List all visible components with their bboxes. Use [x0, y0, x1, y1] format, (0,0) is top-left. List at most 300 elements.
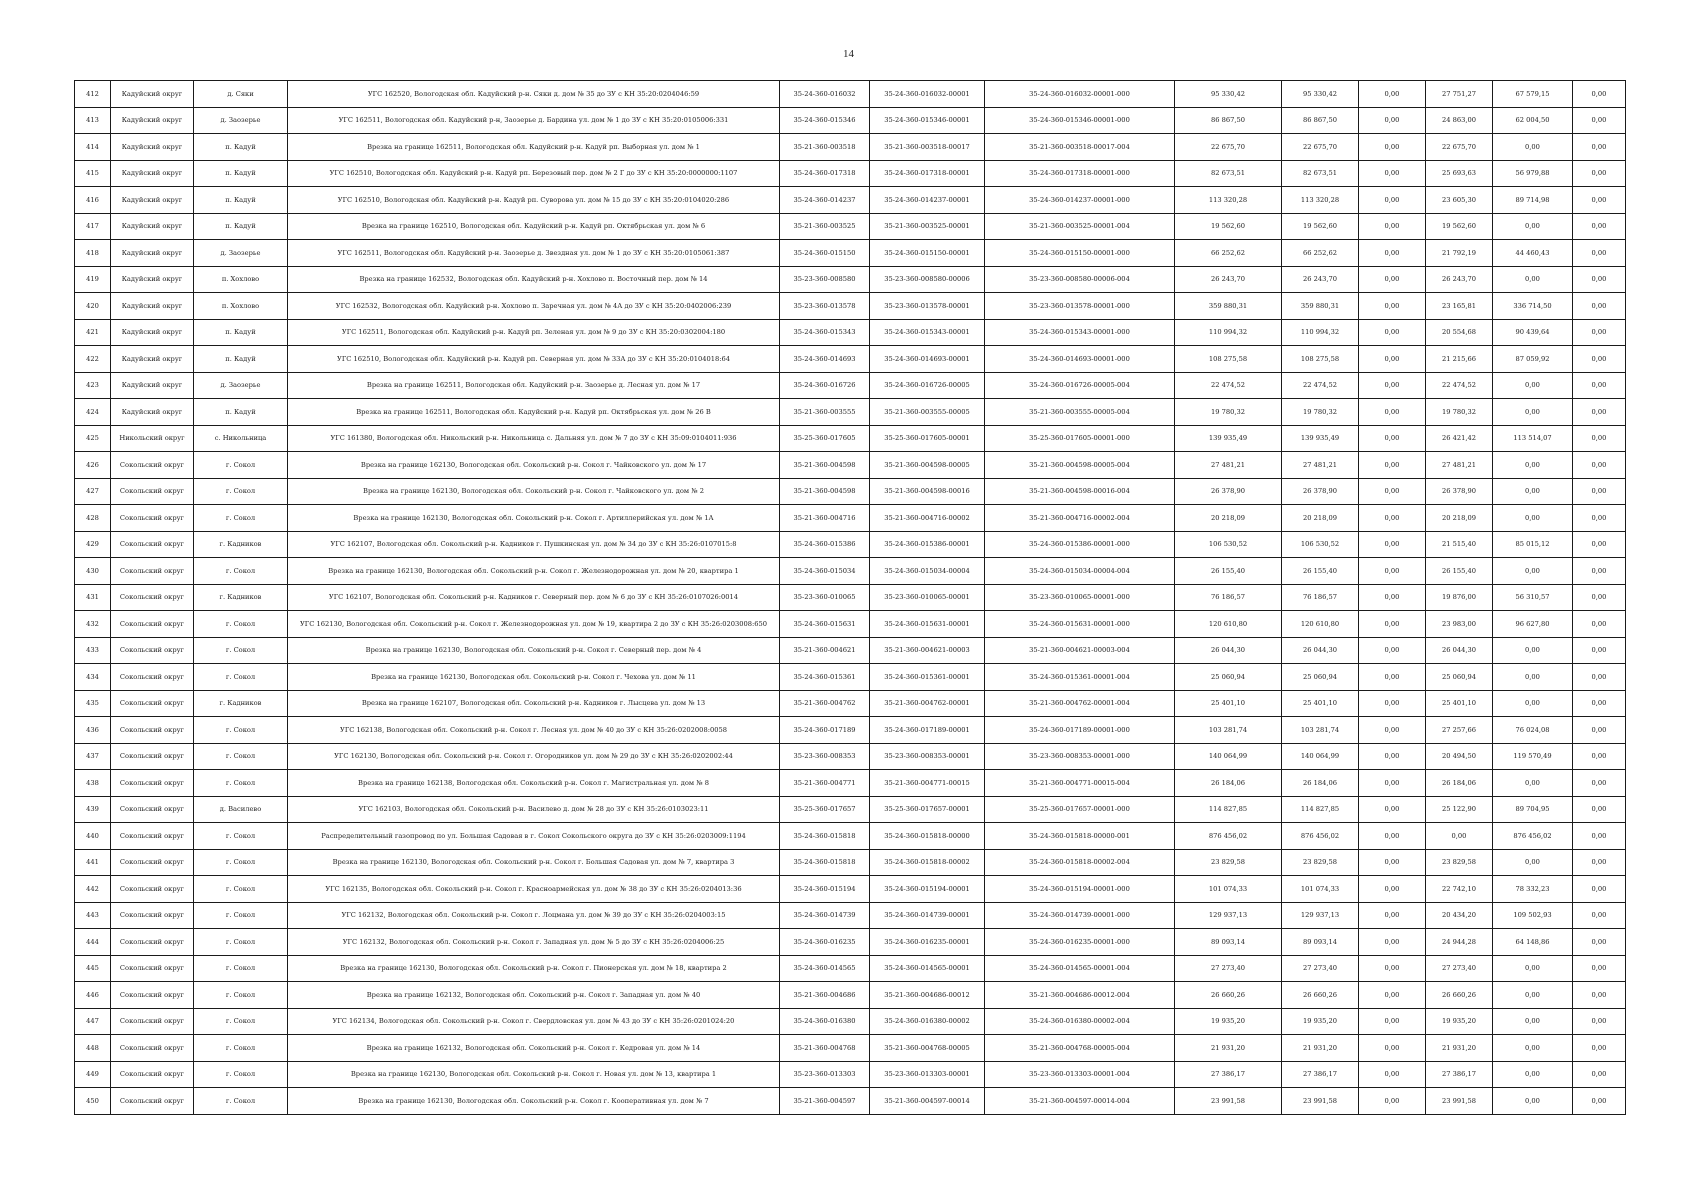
settlement-cell: г. Кадников — [194, 690, 288, 717]
district-cell: Сокольский округ — [111, 982, 194, 1009]
other-amount-cell: 0,00 — [1573, 107, 1626, 134]
zero-amount-cell: 0,00 — [1359, 134, 1426, 161]
amount-cell: 86 867,50 — [1282, 107, 1359, 134]
element-code-cell: 35-23-360-013578-00001-000 — [985, 293, 1175, 320]
zero-amount-cell: 0,00 — [1359, 425, 1426, 452]
table-row — [75, 531, 1626, 558]
network-amount-cell: 89 714,98 — [1493, 187, 1573, 214]
total-amount-cell: 25 401,10 — [1175, 690, 1282, 717]
amount-cell: 22 675,70 — [1282, 134, 1359, 161]
object-code-cell: 35-21-360-004686 — [780, 982, 870, 1009]
row-number: 422 — [75, 346, 111, 373]
row-number: 412 — [75, 81, 111, 108]
amount-cell: 26 660,26 — [1282, 982, 1359, 1009]
element-code-cell: 35-23-360-010065-00001-000 — [985, 584, 1175, 611]
row-number: 436 — [75, 717, 111, 744]
settlement-cell: г. Сокол — [194, 1061, 288, 1088]
object-code-cell: 35-24-360-015194 — [780, 876, 870, 903]
connection-amount-cell: 27 481,21 — [1426, 452, 1493, 479]
other-amount-cell: 0,00 — [1573, 346, 1626, 373]
settlement-cell: г. Сокол — [194, 558, 288, 585]
connection-amount-cell: 20 434,20 — [1426, 902, 1493, 929]
section-code-cell: 35-24-360-016380-00002 — [870, 1008, 985, 1035]
table-row — [75, 876, 1626, 903]
amount-cell: 23 991,58 — [1282, 1088, 1359, 1115]
object-code-cell: 35-23-360-008580 — [780, 266, 870, 293]
total-amount-cell: 876 456,02 — [1175, 823, 1282, 850]
section-code-cell: 35-23-360-013578-00001 — [870, 293, 985, 320]
address-cell: УГС 162134, Вологодская обл. Сокольский р-н. Сокол г. Свердловская ул. дом № 43 до ЗУ с КН 35:26:0201024:20 — [288, 1008, 780, 1035]
network-amount-cell: 76 024,08 — [1493, 717, 1573, 744]
element-code-cell: 35-24-360-016380-00002-004 — [985, 1008, 1175, 1035]
district-cell: Сокольский округ — [111, 478, 194, 505]
district-cell: Сокольский округ — [111, 876, 194, 903]
table-row — [75, 770, 1626, 797]
zero-amount-cell: 0,00 — [1359, 187, 1426, 214]
element-code-cell: 35-21-360-004716-00002-004 — [985, 505, 1175, 532]
row-number: 417 — [75, 213, 111, 240]
connection-amount-cell: 23 991,58 — [1426, 1088, 1493, 1115]
network-amount-cell: 0,00 — [1493, 982, 1573, 1009]
object-code-cell: 35-24-360-015343 — [780, 319, 870, 346]
table-row — [75, 505, 1626, 532]
connection-amount-cell: 26 155,40 — [1426, 558, 1493, 585]
object-code-cell: 35-24-360-014739 — [780, 902, 870, 929]
settlement-cell: п. Кадуй — [194, 346, 288, 373]
table-row — [75, 81, 1626, 108]
connection-amount-cell: 25 060,94 — [1426, 664, 1493, 691]
zero-amount-cell: 0,00 — [1359, 240, 1426, 267]
section-code-cell: 35-24-360-015818-00002 — [870, 849, 985, 876]
section-code-cell: 35-24-360-015386-00001 — [870, 531, 985, 558]
table-row — [75, 266, 1626, 293]
connection-amount-cell: 20 494,50 — [1426, 743, 1493, 770]
other-amount-cell: 0,00 — [1573, 637, 1626, 664]
row-number: 421 — [75, 319, 111, 346]
settlement-cell: п. Кадуй — [194, 160, 288, 187]
element-code-cell: 35-23-360-013303-00001-004 — [985, 1061, 1175, 1088]
table-row — [75, 929, 1626, 956]
element-code-cell: 35-24-360-014739-00001-000 — [985, 902, 1175, 929]
district-cell: Никольский округ — [111, 425, 194, 452]
district-cell: Сокольский округ — [111, 902, 194, 929]
element-code-cell: 35-24-360-016726-00005-004 — [985, 372, 1175, 399]
district-cell: Кадуйский округ — [111, 372, 194, 399]
element-code-cell: 35-21-360-004768-00005-004 — [985, 1035, 1175, 1062]
other-amount-cell: 0,00 — [1573, 611, 1626, 638]
total-amount-cell: 27 273,40 — [1175, 955, 1282, 982]
element-code-cell: 35-24-360-015194-00001-000 — [985, 876, 1175, 903]
address-cell: УГС 161380, Вологодская обл. Никольский р-н. Никольница с. Дальняя ул. дом № 7 до ЗУ с КН 35:09:0104011:936 — [288, 425, 780, 452]
network-amount-cell: 56 979,88 — [1493, 160, 1573, 187]
element-code-cell: 35-24-360-015386-00001-000 — [985, 531, 1175, 558]
table-row — [75, 1061, 1626, 1088]
connection-amount-cell: 24 944,28 — [1426, 929, 1493, 956]
district-cell: Сокольский округ — [111, 1008, 194, 1035]
element-code-cell: 35-21-360-003525-00001-004 — [985, 213, 1175, 240]
address-cell: Врезка на границе 162130, Вологодская обл. Сокольский р-н. Сокол г. Новая ул. дом № 13, квартира 1 — [288, 1061, 780, 1088]
connection-amount-cell: 0,00 — [1426, 823, 1493, 850]
amount-cell: 129 937,13 — [1282, 902, 1359, 929]
total-amount-cell: 95 330,42 — [1175, 81, 1282, 108]
zero-amount-cell: 0,00 — [1359, 1035, 1426, 1062]
other-amount-cell: 0,00 — [1573, 717, 1626, 744]
network-amount-cell: 0,00 — [1493, 213, 1573, 240]
network-amount-cell: 62 004,50 — [1493, 107, 1573, 134]
network-amount-cell: 89 704,95 — [1493, 796, 1573, 823]
total-amount-cell: 129 937,13 — [1175, 902, 1282, 929]
element-code-cell: 35-21-360-004598-00005-004 — [985, 452, 1175, 479]
total-amount-cell: 27 386,17 — [1175, 1061, 1282, 1088]
network-amount-cell: 336 714,50 — [1493, 293, 1573, 320]
address-cell: Врезка на границе 162130, Вологодская обл. Сокольский р-н. Сокол г. Пионерская ул. дом № 18, квартира 2 — [288, 955, 780, 982]
zero-amount-cell: 0,00 — [1359, 717, 1426, 744]
district-cell: Кадуйский округ — [111, 213, 194, 240]
connection-amount-cell: 23 829,58 — [1426, 849, 1493, 876]
element-code-cell: 35-21-360-003518-00017-004 — [985, 134, 1175, 161]
object-code-cell: 35-24-360-014565 — [780, 955, 870, 982]
other-amount-cell: 0,00 — [1573, 558, 1626, 585]
amount-cell: 27 273,40 — [1282, 955, 1359, 982]
table-row — [75, 213, 1626, 240]
amount-cell: 26 155,40 — [1282, 558, 1359, 585]
address-cell: Врезка на границе 162138, Вологодская обл. Сокольский р-н. Сокол г. Магистральная ул. дом № 8 — [288, 770, 780, 797]
element-code-cell: 35-24-360-015150-00001-000 — [985, 240, 1175, 267]
district-cell: Сокольский округ — [111, 929, 194, 956]
connection-amount-cell: 25 122,90 — [1426, 796, 1493, 823]
table-row — [75, 796, 1626, 823]
row-number: 433 — [75, 637, 111, 664]
address-cell: УГС 162107, Вологодская обл. Сокольский р-н. Кадников г. Северный пер. дом № 6 до ЗУ с КН 35:26:0107026:0014 — [288, 584, 780, 611]
other-amount-cell: 0,00 — [1573, 293, 1626, 320]
zero-amount-cell: 0,00 — [1359, 664, 1426, 691]
table-row — [75, 425, 1626, 452]
total-amount-cell: 76 186,57 — [1175, 584, 1282, 611]
row-number: 418 — [75, 240, 111, 267]
network-amount-cell: 0,00 — [1493, 478, 1573, 505]
row-number: 428 — [75, 505, 111, 532]
settlement-cell: г. Сокол — [194, 743, 288, 770]
amount-cell: 89 093,14 — [1282, 929, 1359, 956]
section-code-cell: 35-21-360-003518-00017 — [870, 134, 985, 161]
district-cell: Сокольский округ — [111, 770, 194, 797]
object-code-cell: 35-21-360-004771 — [780, 770, 870, 797]
settlement-cell: д. Заозерье — [194, 372, 288, 399]
row-number: 445 — [75, 955, 111, 982]
network-amount-cell: 44 460,43 — [1493, 240, 1573, 267]
settlement-cell: г. Сокол — [194, 1008, 288, 1035]
connection-amount-cell: 21 792,19 — [1426, 240, 1493, 267]
zero-amount-cell: 0,00 — [1359, 107, 1426, 134]
section-code-cell: 35-24-360-015361-00001 — [870, 664, 985, 691]
connection-amount-cell: 27 386,17 — [1426, 1061, 1493, 1088]
row-number: 439 — [75, 796, 111, 823]
section-code-cell: 35-21-360-004598-00016 — [870, 478, 985, 505]
object-code-cell: 35-24-360-016380 — [780, 1008, 870, 1035]
settlement-cell: д. Василево — [194, 796, 288, 823]
object-code-cell: 35-24-360-017189 — [780, 717, 870, 744]
network-amount-cell: 0,00 — [1493, 637, 1573, 664]
settlement-cell: г. Сокол — [194, 1088, 288, 1115]
district-cell: Кадуйский округ — [111, 293, 194, 320]
address-cell: Врезка на границе 162130, Вологодская обл. Сокольский р-н. Сокол г. Чехова ул. дом № 11 — [288, 664, 780, 691]
district-cell: Кадуйский округ — [111, 266, 194, 293]
total-amount-cell: 106 530,52 — [1175, 531, 1282, 558]
row-number: 447 — [75, 1008, 111, 1035]
zero-amount-cell: 0,00 — [1359, 213, 1426, 240]
district-cell: Сокольский округ — [111, 531, 194, 558]
zero-amount-cell: 0,00 — [1359, 770, 1426, 797]
connection-amount-cell: 27 273,40 — [1426, 955, 1493, 982]
district-cell: Сокольский округ — [111, 743, 194, 770]
section-code-cell: 35-24-360-016235-00001 — [870, 929, 985, 956]
row-number: 415 — [75, 160, 111, 187]
network-amount-cell: 0,00 — [1493, 770, 1573, 797]
total-amount-cell: 89 093,14 — [1175, 929, 1282, 956]
amount-cell: 26 184,06 — [1282, 770, 1359, 797]
settlement-cell: г. Сокол — [194, 955, 288, 982]
section-code-cell: 35-23-360-010065-00001 — [870, 584, 985, 611]
table-row — [75, 372, 1626, 399]
section-code-cell: 35-24-360-015346-00001 — [870, 107, 985, 134]
element-code-cell: 35-21-360-004597-00014-004 — [985, 1088, 1175, 1115]
section-code-cell: 35-23-360-008353-00001 — [870, 743, 985, 770]
district-cell: Сокольский округ — [111, 796, 194, 823]
section-code-cell: 35-25-360-017657-00001 — [870, 796, 985, 823]
table-row — [75, 399, 1626, 426]
connection-amount-cell: 19 780,32 — [1426, 399, 1493, 426]
row-number: 426 — [75, 452, 111, 479]
total-amount-cell: 19 562,60 — [1175, 213, 1282, 240]
district-cell: Сокольский округ — [111, 558, 194, 585]
object-code-cell: 35-21-360-004762 — [780, 690, 870, 717]
connection-amount-cell: 26 243,70 — [1426, 266, 1493, 293]
amount-cell: 25 401,10 — [1282, 690, 1359, 717]
total-amount-cell: 21 931,20 — [1175, 1035, 1282, 1062]
object-code-cell: 35-23-360-013578 — [780, 293, 870, 320]
zero-amount-cell: 0,00 — [1359, 849, 1426, 876]
row-number: 450 — [75, 1088, 111, 1115]
connection-amount-cell: 27 751,27 — [1426, 81, 1493, 108]
settlement-cell: д. Сяки — [194, 81, 288, 108]
amount-cell: 21 931,20 — [1282, 1035, 1359, 1062]
zero-amount-cell: 0,00 — [1359, 372, 1426, 399]
connection-amount-cell: 21 931,20 — [1426, 1035, 1493, 1062]
network-amount-cell: 0,00 — [1493, 1035, 1573, 1062]
section-code-cell: 35-21-360-004598-00005 — [870, 452, 985, 479]
connection-amount-cell: 26 660,26 — [1426, 982, 1493, 1009]
district-cell: Кадуйский округ — [111, 160, 194, 187]
connection-amount-cell: 21 215,66 — [1426, 346, 1493, 373]
row-number: 424 — [75, 399, 111, 426]
row-number: 414 — [75, 134, 111, 161]
element-code-cell: 35-25-360-017605-00001-000 — [985, 425, 1175, 452]
zero-amount-cell: 0,00 — [1359, 319, 1426, 346]
district-cell: Сокольский округ — [111, 690, 194, 717]
object-code-cell: 35-23-360-013303 — [780, 1061, 870, 1088]
object-code-cell: 35-24-360-014237 — [780, 187, 870, 214]
network-amount-cell: 0,00 — [1493, 266, 1573, 293]
total-amount-cell: 120 610,80 — [1175, 611, 1282, 638]
row-number: 443 — [75, 902, 111, 929]
table-row — [75, 1088, 1626, 1115]
network-amount-cell: 0,00 — [1493, 452, 1573, 479]
district-cell: Кадуйский округ — [111, 346, 194, 373]
amount-cell: 22 474,52 — [1282, 372, 1359, 399]
object-code-cell: 35-24-360-015631 — [780, 611, 870, 638]
amount-cell: 19 935,20 — [1282, 1008, 1359, 1035]
network-amount-cell: 0,00 — [1493, 1008, 1573, 1035]
zero-amount-cell: 0,00 — [1359, 293, 1426, 320]
address-cell: Врезка на границе 162107, Вологодская обл. Сокольский р-н. Кадников г. Лысцева ул. дом № 13 — [288, 690, 780, 717]
zero-amount-cell: 0,00 — [1359, 81, 1426, 108]
settlement-cell: п. Кадуй — [194, 319, 288, 346]
total-amount-cell: 23 991,58 — [1175, 1088, 1282, 1115]
total-amount-cell: 101 074,33 — [1175, 876, 1282, 903]
object-code-cell: 35-24-360-016235 — [780, 929, 870, 956]
zero-amount-cell: 0,00 — [1359, 266, 1426, 293]
amount-cell: 27 481,21 — [1282, 452, 1359, 479]
settlement-cell: г. Сокол — [194, 770, 288, 797]
zero-amount-cell: 0,00 — [1359, 346, 1426, 373]
object-code-cell: 35-24-360-015818 — [780, 849, 870, 876]
network-amount-cell: 0,00 — [1493, 664, 1573, 691]
address-cell: Врезка на границе 162511, Вологодская обл. Кадуйский р-н. Кадуй рп. Октябрьская ул. дом № 26 В — [288, 399, 780, 426]
element-code-cell: 35-24-360-017318-00001-000 — [985, 160, 1175, 187]
table-row — [75, 346, 1626, 373]
row-number: 425 — [75, 425, 111, 452]
other-amount-cell: 0,00 — [1573, 319, 1626, 346]
zero-amount-cell: 0,00 — [1359, 558, 1426, 585]
section-code-cell: 35-23-360-008580-00006 — [870, 266, 985, 293]
table-row — [75, 187, 1626, 214]
section-code-cell: 35-25-360-017605-00001 — [870, 425, 985, 452]
settlement-cell: г. Сокол — [194, 849, 288, 876]
zero-amount-cell: 0,00 — [1359, 823, 1426, 850]
address-cell: УГС 162520, Вологодская обл. Кадуйский р-н. Сяки д. дом № 35 до ЗУ с КН 35:20:0204046:59 — [288, 81, 780, 108]
address-cell: УГС 162107, Вологодская обл. Сокольский р-н. Кадников г. Пушкинская ул. дом № 34 до ЗУ с КН 35:26:0107015:8 — [288, 531, 780, 558]
section-code-cell: 35-21-360-004716-00002 — [870, 505, 985, 532]
network-amount-cell: 0,00 — [1493, 690, 1573, 717]
total-amount-cell: 108 275,58 — [1175, 346, 1282, 373]
element-code-cell: 35-24-360-015361-00001-004 — [985, 664, 1175, 691]
other-amount-cell: 0,00 — [1573, 266, 1626, 293]
section-code-cell: 35-21-360-004686-00012 — [870, 982, 985, 1009]
settlement-cell: г. Сокол — [194, 823, 288, 850]
address-cell: Врезка на границе 162130, Вологодская обл. Сокольский р-н. Сокол г. Чайковского ул. дом № 2 — [288, 478, 780, 505]
total-amount-cell: 26 378,90 — [1175, 478, 1282, 505]
row-number: 434 — [75, 664, 111, 691]
total-amount-cell: 26 660,26 — [1175, 982, 1282, 1009]
table-row — [75, 690, 1626, 717]
table-body — [75, 81, 1626, 1115]
other-amount-cell: 0,00 — [1573, 690, 1626, 717]
element-code-cell: 35-21-360-004598-00016-004 — [985, 478, 1175, 505]
table-row — [75, 955, 1626, 982]
amount-cell: 23 829,58 — [1282, 849, 1359, 876]
element-code-cell: 35-24-360-016032-00001-000 — [985, 81, 1175, 108]
district-cell: Сокольский округ — [111, 1088, 194, 1115]
other-amount-cell: 0,00 — [1573, 187, 1626, 214]
amount-cell: 103 281,74 — [1282, 717, 1359, 744]
table-row — [75, 664, 1626, 691]
table-row — [75, 823, 1626, 850]
element-code-cell: 35-21-360-004621-00003-004 — [985, 637, 1175, 664]
district-cell: Кадуйский округ — [111, 319, 194, 346]
section-code-cell: 35-24-360-014565-00001 — [870, 955, 985, 982]
district-cell: Сокольский округ — [111, 452, 194, 479]
network-amount-cell: 0,00 — [1493, 372, 1573, 399]
district-cell: Сокольский округ — [111, 664, 194, 691]
address-cell: Врезка на границе 162510, Вологодская обл. Кадуйский р-н. Кадуй рп. Октябрьская ул. дом № 6 — [288, 213, 780, 240]
zero-amount-cell: 0,00 — [1359, 929, 1426, 956]
network-amount-cell: 56 310,57 — [1493, 584, 1573, 611]
zero-amount-cell: 0,00 — [1359, 611, 1426, 638]
address-cell: УГС 162103, Вологодская обл. Сокольский р-н. Василево д. дом № 28 до ЗУ с КН 35:26:0103023:11 — [288, 796, 780, 823]
address-cell: УГС 162132, Вологодская обл. Сокольский р-н. Сокол г. Западная ул. дом № 5 до ЗУ с КН 35:26:0204006:25 — [288, 929, 780, 956]
table-row — [75, 452, 1626, 479]
element-code-cell: 35-24-360-014237-00001-000 — [985, 187, 1175, 214]
settlement-cell: г. Сокол — [194, 452, 288, 479]
address-cell: Врезка на границе 162511, Вологодская обл. Кадуйский р-н. Кадуй рп. Выборная ул. дом № 1 — [288, 134, 780, 161]
address-cell: УГС 162510, Вологодская обл. Кадуйский р-н. Кадуй рп. Березовый пер. дом № 2 Г до ЗУ с КН 35:20:0000000:1107 — [288, 160, 780, 187]
settlement-cell: г. Сокол — [194, 929, 288, 956]
address-cell: УГС 162532, Вологодская обл. Кадуйский р-н. Хохлово п. Заречная ул. дом № 4А до ЗУ с КН 35:20:0402006:239 — [288, 293, 780, 320]
object-code-cell: 35-24-360-015346 — [780, 107, 870, 134]
row-number: 427 — [75, 478, 111, 505]
district-cell: Сокольский округ — [111, 1035, 194, 1062]
total-amount-cell: 82 673,51 — [1175, 160, 1282, 187]
network-amount-cell: 64 148,86 — [1493, 929, 1573, 956]
element-code-cell: 35-24-360-015818-00002-004 — [985, 849, 1175, 876]
row-number: 444 — [75, 929, 111, 956]
table-row — [75, 134, 1626, 161]
object-code-cell: 35-24-360-015386 — [780, 531, 870, 558]
address-cell: УГС 162511, Вологодская обл. Кадуйский р-н, Заозерье д. Бардина ул. дом № 1 до ЗУ с КН 35:20:0105006:331 — [288, 107, 780, 134]
connection-amount-cell: 25 401,10 — [1426, 690, 1493, 717]
section-code-cell: 35-21-360-004762-00001 — [870, 690, 985, 717]
element-code-cell: 35-24-360-015034-00004-004 — [985, 558, 1175, 585]
section-code-cell: 35-21-360-004768-00005 — [870, 1035, 985, 1062]
other-amount-cell: 0,00 — [1573, 81, 1626, 108]
district-cell: Кадуйский округ — [111, 81, 194, 108]
total-amount-cell: 359 880,31 — [1175, 293, 1282, 320]
object-code-cell: 35-21-360-003518 — [780, 134, 870, 161]
section-code-cell: 35-24-360-014237-00001 — [870, 187, 985, 214]
total-amount-cell: 86 867,50 — [1175, 107, 1282, 134]
table-row — [75, 611, 1626, 638]
zero-amount-cell: 0,00 — [1359, 690, 1426, 717]
district-cell: Кадуйский округ — [111, 134, 194, 161]
row-number: 449 — [75, 1061, 111, 1088]
amount-cell: 76 186,57 — [1282, 584, 1359, 611]
section-code-cell: 35-21-360-003555-00005 — [870, 399, 985, 426]
amount-cell: 26 243,70 — [1282, 266, 1359, 293]
total-amount-cell: 23 829,58 — [1175, 849, 1282, 876]
other-amount-cell: 0,00 — [1573, 770, 1626, 797]
object-code-cell: 35-24-360-016726 — [780, 372, 870, 399]
address-cell: УГС 162511, Вологодская обл. Кадуйский р-н. Кадуй рп. Зеленая ул. дом № 9 до ЗУ с КН 35:20:0302004:180 — [288, 319, 780, 346]
row-number: 419 — [75, 266, 111, 293]
connection-amount-cell: 27 257,66 — [1426, 717, 1493, 744]
settlement-cell: п. Хохлово — [194, 293, 288, 320]
row-number: 441 — [75, 849, 111, 876]
table-row — [75, 1008, 1626, 1035]
address-cell: Врезка на границе 162132, Вологодская обл. Сокольский р-н. Сокол г. Западная ул. дом № 40 — [288, 982, 780, 1009]
address-cell: Распределительный газопровод по ул. Большая Садовая в г. Сокол Сокольского округа до ЗУ с КН 35:26:0203009:1194 — [288, 823, 780, 850]
other-amount-cell: 0,00 — [1573, 902, 1626, 929]
row-number: 432 — [75, 611, 111, 638]
